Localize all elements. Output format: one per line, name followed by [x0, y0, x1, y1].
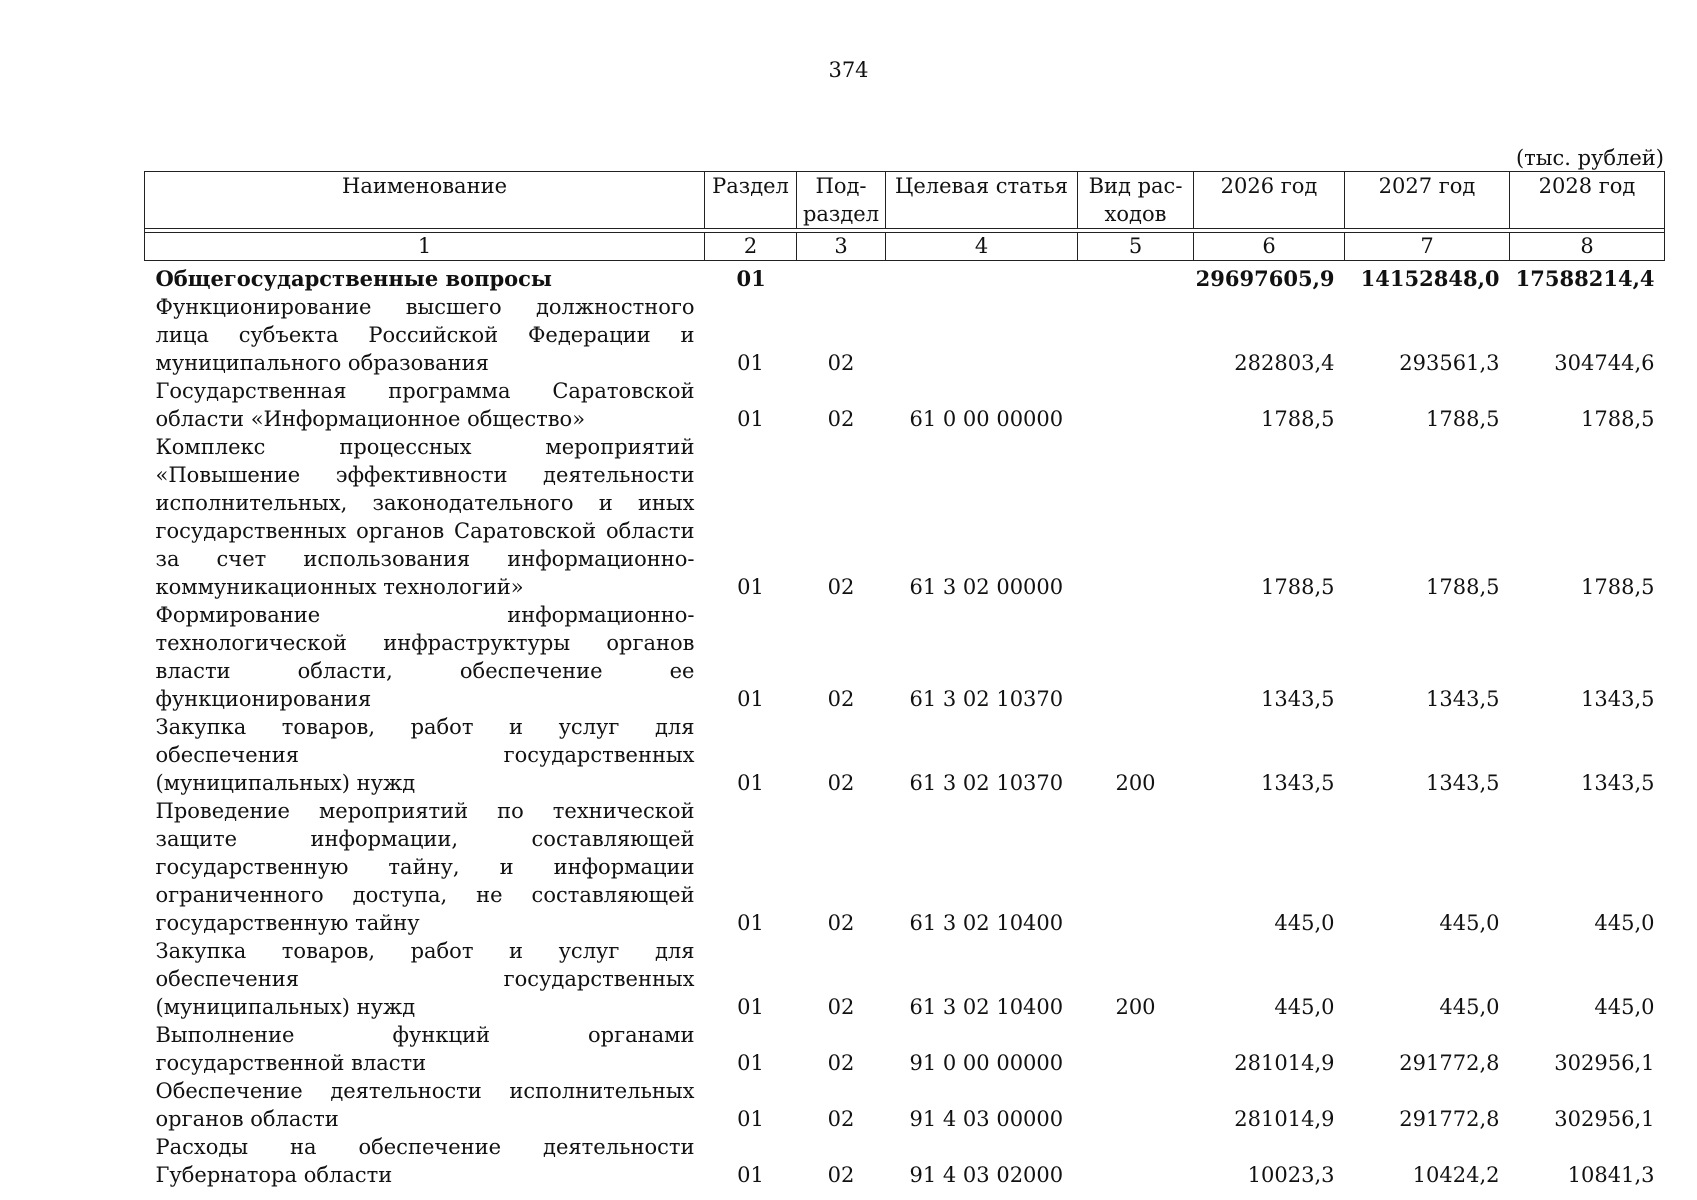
- row-2026: 1343,5: [1261, 687, 1335, 711]
- row-2028: 1343,5: [1581, 771, 1655, 795]
- row-2028: 1788,5: [1581, 407, 1655, 431]
- row-2026: 10023,3: [1247, 1163, 1335, 1187]
- row-vid: [1078, 1133, 1194, 1189]
- row-podrazdel: [797, 261, 886, 294]
- table-row: [145, 261, 1665, 294]
- row-2028: 1343,5: [1581, 687, 1655, 711]
- header-vid: [1078, 172, 1194, 229]
- row-vid: [1078, 601, 1194, 713]
- row-razdel: 01: [737, 995, 764, 1019]
- row-statya: 61 3 02 10370: [909, 687, 1064, 711]
- row-podrazdel: 02: [827, 407, 855, 431]
- column-number: 4: [886, 233, 1078, 261]
- table-row: [145, 293, 1665, 377]
- row-podrazdel: 02: [827, 771, 855, 795]
- column-number: 8: [1510, 233, 1665, 261]
- row-2026: 1788,5: [1261, 407, 1335, 431]
- row-vid: [1078, 433, 1194, 601]
- column-number: 3: [797, 233, 886, 261]
- row-name: Государственная программа Саратовской области «Информационное общество»: [155, 379, 695, 431]
- row-2028: 445,0: [1594, 995, 1655, 1019]
- row-statya: 91 4 03 00000: [909, 1107, 1064, 1131]
- row-2028: 445,0: [1594, 911, 1655, 935]
- table-row: [145, 1077, 1665, 1133]
- budget-table-container: [144, 171, 1664, 1189]
- row-2027: 14152848,0: [1360, 266, 1500, 291]
- column-number-row: [145, 233, 1665, 261]
- column-number: 5: [1078, 233, 1194, 261]
- row-razdel: 01: [737, 575, 764, 599]
- column-number: 2: [705, 233, 797, 261]
- budget-table: [144, 171, 1665, 1189]
- table-row: [145, 377, 1665, 433]
- row-statya: [886, 261, 1078, 294]
- row-name: Расходы на обеспечение деятельности Губернатора области: [155, 1135, 695, 1187]
- row-2028: 302956,1: [1554, 1051, 1655, 1075]
- header-podrazdel: [797, 172, 886, 229]
- row-name: Формирование информационно-технологической инфраструктуры органов власти области, обеспечение ее функционирования: [155, 603, 695, 711]
- header-vid-line1: Вид рас-: [1088, 174, 1183, 198]
- row-2028: 302956,1: [1554, 1107, 1655, 1131]
- row-name: Обеспечение деятельности исполнительных органов области: [155, 1079, 695, 1131]
- table-row: [145, 601, 1665, 713]
- row-name: Функционирование высшего должностного лица субъекта Российской Федерации и муниципального образования: [155, 295, 695, 375]
- header-vid-line2: ходов: [1104, 202, 1167, 226]
- row-vid: [1078, 261, 1194, 294]
- row-2026: 281014,9: [1234, 1051, 1335, 1075]
- row-podrazdel: 02: [827, 1163, 855, 1187]
- table-row: [145, 1021, 1665, 1077]
- row-vid: 200: [1115, 995, 1156, 1019]
- row-razdel: 01: [737, 687, 764, 711]
- row-statya: 61 0 00 00000: [909, 407, 1064, 431]
- row-podrazdel: 02: [827, 911, 855, 935]
- row-statya: 61 3 02 10400: [909, 995, 1064, 1019]
- row-2028: 1788,5: [1581, 575, 1655, 599]
- table-row: [145, 433, 1665, 601]
- table-header: [145, 172, 1665, 261]
- row-statya: [886, 293, 1078, 377]
- row-razdel: 01: [737, 771, 764, 795]
- row-2028: 17588214,4: [1515, 266, 1655, 291]
- row-statya: 61 3 02 10370: [909, 771, 1064, 795]
- row-name: Общегосударственные вопросы: [155, 266, 552, 291]
- row-vid: 200: [1115, 771, 1156, 795]
- row-2027: 445,0: [1439, 995, 1500, 1019]
- table-row: [145, 937, 1665, 1021]
- row-2027: 1788,5: [1426, 575, 1500, 599]
- row-statya: 91 4 03 02000: [909, 1163, 1064, 1187]
- page-number: 374: [828, 58, 869, 82]
- row-name: Закупка товаров, работ и услуг для обеспечения государственных (муниципальных) нужд: [155, 715, 695, 795]
- column-number: 1: [145, 233, 705, 261]
- row-name: Проведение мероприятий по технической защите информации, составляющей государственную тайну, и информации ограниченного доступа, не составляющей государственную тайну: [155, 799, 695, 935]
- row-razdel: 01: [737, 911, 764, 935]
- table-row: [145, 1133, 1665, 1189]
- units-label: (тыс. рублей): [1515, 146, 1664, 170]
- row-2027: 1343,5: [1426, 771, 1500, 795]
- row-2026: 445,0: [1274, 911, 1335, 935]
- row-2028: 10841,3: [1567, 1163, 1655, 1187]
- row-razdel: 01: [737, 1163, 764, 1187]
- column-number: 7: [1345, 233, 1510, 261]
- table-body: [145, 261, 1665, 1190]
- table-row: [145, 713, 1665, 797]
- header-podrazdel-line2: раздел: [802, 202, 880, 226]
- header-name: Наименование: [145, 172, 705, 229]
- header-2027: 2027 год: [1345, 172, 1510, 229]
- row-podrazdel: 02: [827, 995, 855, 1019]
- header-2028: 2028 год: [1510, 172, 1665, 229]
- row-name: Комплекс процессных мероприятий «Повышение эффективности деятельности исполнительных, законодательного и иных государственных органов Саратовской области за счет использования информационно-коммуникационных технологий»: [155, 435, 695, 599]
- row-razdel: 01: [737, 351, 764, 375]
- row-razdel: 01: [737, 407, 764, 431]
- row-razdel: 01: [737, 1107, 764, 1131]
- row-podrazdel: 02: [827, 351, 855, 375]
- row-2027: 10424,2: [1412, 1163, 1500, 1187]
- header-razdel: Раздел: [705, 172, 797, 229]
- row-2027: 291772,8: [1399, 1107, 1500, 1131]
- row-statya: 61 3 02 10400: [909, 911, 1064, 935]
- row-2026: 445,0: [1274, 995, 1335, 1019]
- row-2026: 281014,9: [1234, 1107, 1335, 1131]
- row-podrazdel: 02: [827, 1051, 855, 1075]
- row-2027: 1788,5: [1426, 407, 1500, 431]
- row-vid: [1078, 1077, 1194, 1133]
- row-2026: 282803,4: [1234, 351, 1335, 375]
- row-2026: 29697605,9: [1195, 266, 1335, 291]
- row-vid: [1078, 1021, 1194, 1077]
- header-row: [145, 172, 1665, 229]
- row-vid: [1078, 293, 1194, 377]
- header-statya: Целевая статья: [886, 172, 1078, 229]
- row-statya: 61 3 02 00000: [909, 575, 1064, 599]
- row-2026: 1788,5: [1261, 575, 1335, 599]
- row-vid: [1078, 797, 1194, 937]
- row-razdel: 01: [736, 266, 766, 291]
- row-podrazdel: 02: [827, 687, 855, 711]
- row-razdel: 01: [737, 1051, 764, 1075]
- row-podrazdel: 02: [827, 575, 855, 599]
- column-number: 6: [1194, 233, 1345, 261]
- row-2027: 445,0: [1439, 911, 1500, 935]
- row-2027: 293561,3: [1399, 351, 1500, 375]
- row-name: Закупка товаров, работ и услуг для обеспечения государственных (муниципальных) нужд: [155, 939, 695, 1019]
- row-2027: 1343,5: [1426, 687, 1500, 711]
- row-2027: 291772,8: [1399, 1051, 1500, 1075]
- row-statya: 91 0 00 00000: [909, 1051, 1064, 1075]
- row-2026: 1343,5: [1261, 771, 1335, 795]
- table-row: [145, 797, 1665, 937]
- row-2028: 304744,6: [1554, 351, 1655, 375]
- row-podrazdel: 02: [827, 1107, 855, 1131]
- header-2026: 2026 год: [1194, 172, 1345, 229]
- header-podrazdel-line1: Под-: [815, 174, 867, 198]
- row-name: Выполнение функций органами государственной власти: [155, 1023, 695, 1075]
- row-vid: [1078, 377, 1194, 433]
